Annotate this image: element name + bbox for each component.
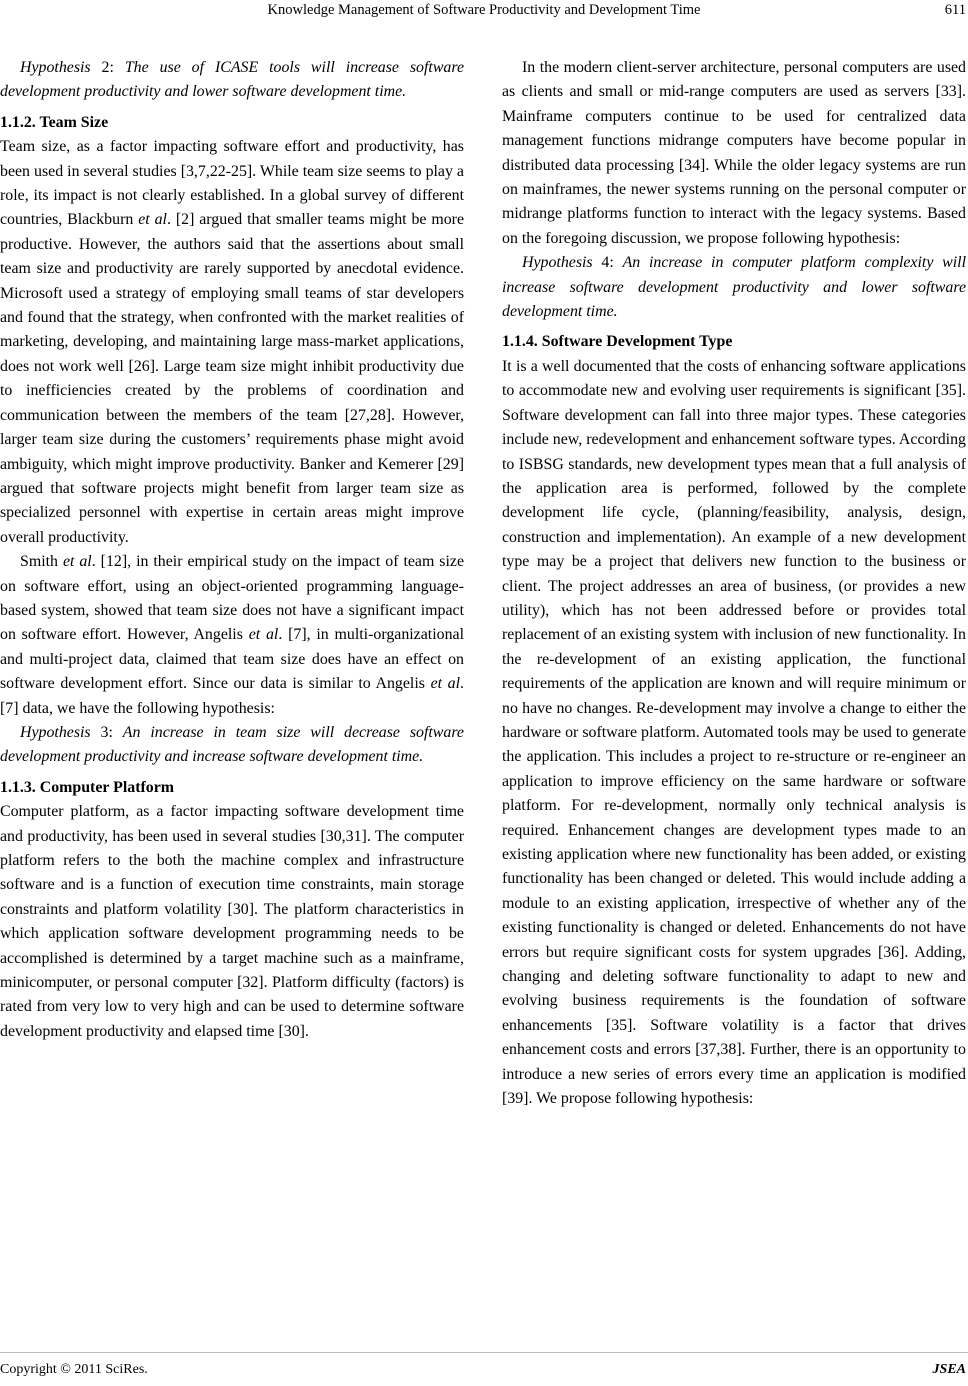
hypothesis-3	[0, 721, 464, 770]
text-run: . [12], in their empirical study on the impact of team size on software effort, using an object-oriented programming language-based system, showed that team size does not have a significant impact on software effort. However, Angelis	[0, 553, 464, 644]
running-title: Knowledge Management of Software Productivity and Development Time	[267, 2, 701, 18]
running-header	[0, 2, 968, 24]
hypothesis-number: 2:	[90, 59, 125, 76]
hypothesis-text: The use of ICASE tools will increase software development productivity and lower software development time.	[0, 59, 465, 101]
text-run: . [7] data, we have the following hypothesis:	[0, 675, 464, 717]
page-number: 611	[944, 2, 966, 18]
footer-divider	[0, 1352, 968, 1353]
paragraph: It is a well documented that the costs of enhancing software applications to accommodate new and evolving user requirements is significant [35]. Software development can fall into three major types. These categories include new, redevelopment and enhancement software types. According to ISBSG standards, new development types mean that a full analysis of the application area is performed, followed by the complete development life cycle, (planning/feasibility, analysis, design, construction and implementation). An example of a new development type may be a project that delivers new function to the business or client. The project addresses an area of business, (or provides a new utility), which has not been addressed before or provides total replacement of an existing system with inclusion of new functionality. In the re-development of an existing application, the functional requirements of the application are known and will require minimum or no have no changes. Re-development may involve a change to either the hardware or software platform. Automated tools may be used to generate the application. This includes a project to re-structure or re-engineer an application to improve efficiency on the same hardware or software platform. For re-development, normally only technical analysis is required. Enhancement changes are development types made to an existing application where new functionality has been added, or existing functionality has been changed or deleted. This would include adding a module to an existing application, irrespective of whether any of the existing functionality is changed or deleted. Enhancements do not have errors but require significant costs for system upgrades [36]. Adding, changing and deleting software functionality to adapt to new and evolving business requirements is the foundation of software enhancements [35]. Software volatility is a factor that drives enhancement costs and errors [37,38]. Further, there is an opportunity to introduce a new series of errors every time an application is modified [39]. We propose following hypothesis:	[502, 357, 966, 1108]
paragraph: Computer platform, as a factor impacting software development time and productivity, has been used in several studies [30,31]. The computer platform refers to the both the machine complex and infrastructure software and is a function of execution time constraints, main storage constraints and platform volatility [30]. The platform characteristics in which application software development programming needs to be accomplished is determined by a target machine such as a mainframe, minicomputer, or personal computer [32]. Platform difficulty (factors) is rated from very low to very high and can be used to determine software development productivity and elapsed time [30].	[0, 803, 464, 1040]
hypothesis-number: 3:	[90, 723, 123, 741]
hypothesis-number: 4:	[592, 254, 623, 272]
hypothesis-2	[0, 56, 464, 105]
copyright-notice: Copyright © 2011 SciRes.	[0, 1362, 148, 1377]
text-run-italic: et al	[138, 211, 167, 229]
section-heading-software-development-type: 1.1.4. Software Development Type	[502, 333, 733, 351]
text-run: Team size, as a factor impacting software effort and productivity, has been used in several studies [3,7,22-25]. While team size seems to play a role, its impact is not clearly established. In a global survey of different countries, Blackburn	[0, 138, 464, 229]
paragraph	[0, 135, 464, 550]
right-column	[502, 56, 966, 1111]
hypothesis-label: Hypothesis	[20, 59, 91, 76]
journal-abbreviation: JSEA	[932, 1362, 966, 1377]
hypothesis-label: Hypothesis	[522, 254, 593, 272]
hypothesis-text: An increase in computer platform complexity will increase software development productivity and lower software development time.	[502, 254, 967, 321]
section-heading-team-size: 1.1.2. Team Size	[0, 113, 109, 131]
text-run: . [2] argued that smaller teams might be more productive. However, the authors said that the assertions about small team size and productivity are rarely supported by anecdotal evidence. Microsoft used a strategy of employing small teams of star developers and found that the strategy, when confronted with the market realities of marketing, developing, and maintaining large mass-market applications, does not work well [26]. Large team size might inhibit productivity due to inefficiencies created by the problems of coordination and communication between the members of the team [27,28]. However, larger team size during the customers’ requirements phase might avoid ambiguity, which might improve productivity. Banker and Kemerer [29] argued that software projects might benefit from larger team size as specialized personnel with expertise in certain areas might improve overall productivity.	[0, 211, 464, 546]
text-run: Smith	[20, 553, 63, 571]
section-heading-computer-platform: 1.1.3. Computer Platform	[0, 778, 175, 796]
paragraph	[0, 550, 464, 721]
left-column	[0, 56, 464, 1044]
text-run-italic: et al	[62, 553, 92, 571]
text-run-italic: et al	[248, 626, 279, 644]
text-run-italic: et al	[430, 675, 461, 693]
hypothesis-label: Hypothesis	[20, 723, 91, 741]
hypothesis-text: An increase in team size will decrease software development productivity and increase software development time.	[0, 723, 464, 766]
paragraph: In the modern client-server architecture, personal computers are used as clients and small or mid-range computers are used as servers [33]. Mainframe computers continue to be used for centralized data management functions midrange computers have become popular in distributed data processing [34]. While the older legacy systems are run on mainframes, the newer systems running on the personal computer or midrange platforms function to interact with the legacy systems. Based on the foregoing discussion, we propose following hypothesis:	[502, 59, 966, 247]
text-run: . [7], in multi-organizational and multi-project data, claimed that team size does have an effect on software development effort. Since our data is similar to Angelis	[0, 626, 464, 693]
hypothesis-4	[502, 251, 966, 324]
